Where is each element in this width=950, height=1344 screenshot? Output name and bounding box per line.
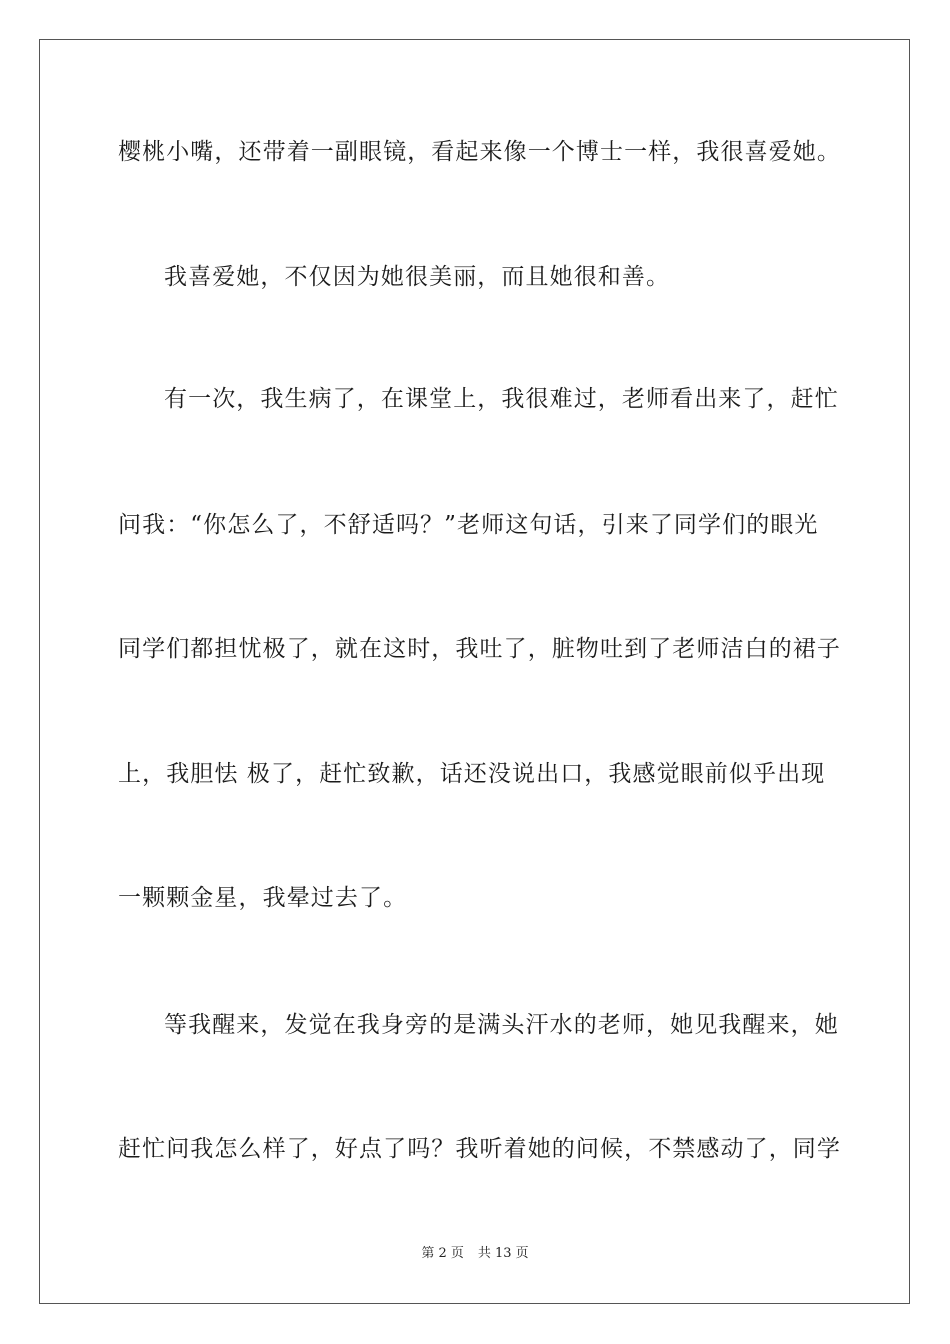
text-line-9: 赶忙问我怎么样了，好点了吗？我听着她的问候，不禁感动了，同学 bbox=[118, 1136, 841, 1162]
text-line-2: 我喜爱她，不仅因为她很美丽，而且她很和善。 bbox=[164, 264, 671, 290]
page-total: 共 13 页 bbox=[477, 1246, 529, 1261]
text-line-5: 同学们都担忧极了，就在这时，我吐了，脏物吐到了老师洁白的裙子 bbox=[118, 636, 841, 662]
text-line-8: 等我醒来，发觉在我身旁的是满头汗水的老师，她见我醒来，她 bbox=[164, 1012, 839, 1038]
text-line-7: 一颗颗金星，我晕过去了。 bbox=[118, 885, 408, 911]
text-line-1: 樱桃小嘴，还带着一副眼镜，看起来像一个博士一样，我很喜爱她。 bbox=[118, 139, 841, 165]
text-line-6: 上，我胆怯 极了，赶忙致歉，话还没说出口，我感觉眼前似乎出现 bbox=[118, 761, 826, 787]
page-border bbox=[39, 39, 910, 1304]
text-line-3: 有一次，我生病了，在课堂上，我很难过，老师看出来了，赶忙 bbox=[164, 386, 839, 412]
page-number: 第 2 页 bbox=[421, 1246, 464, 1261]
page-footer bbox=[0, 1245, 950, 1263]
text-line-4: 问我：“你怎么了，不舒适吗？”老师这句话，引来了同学们的眼光 bbox=[118, 512, 819, 538]
